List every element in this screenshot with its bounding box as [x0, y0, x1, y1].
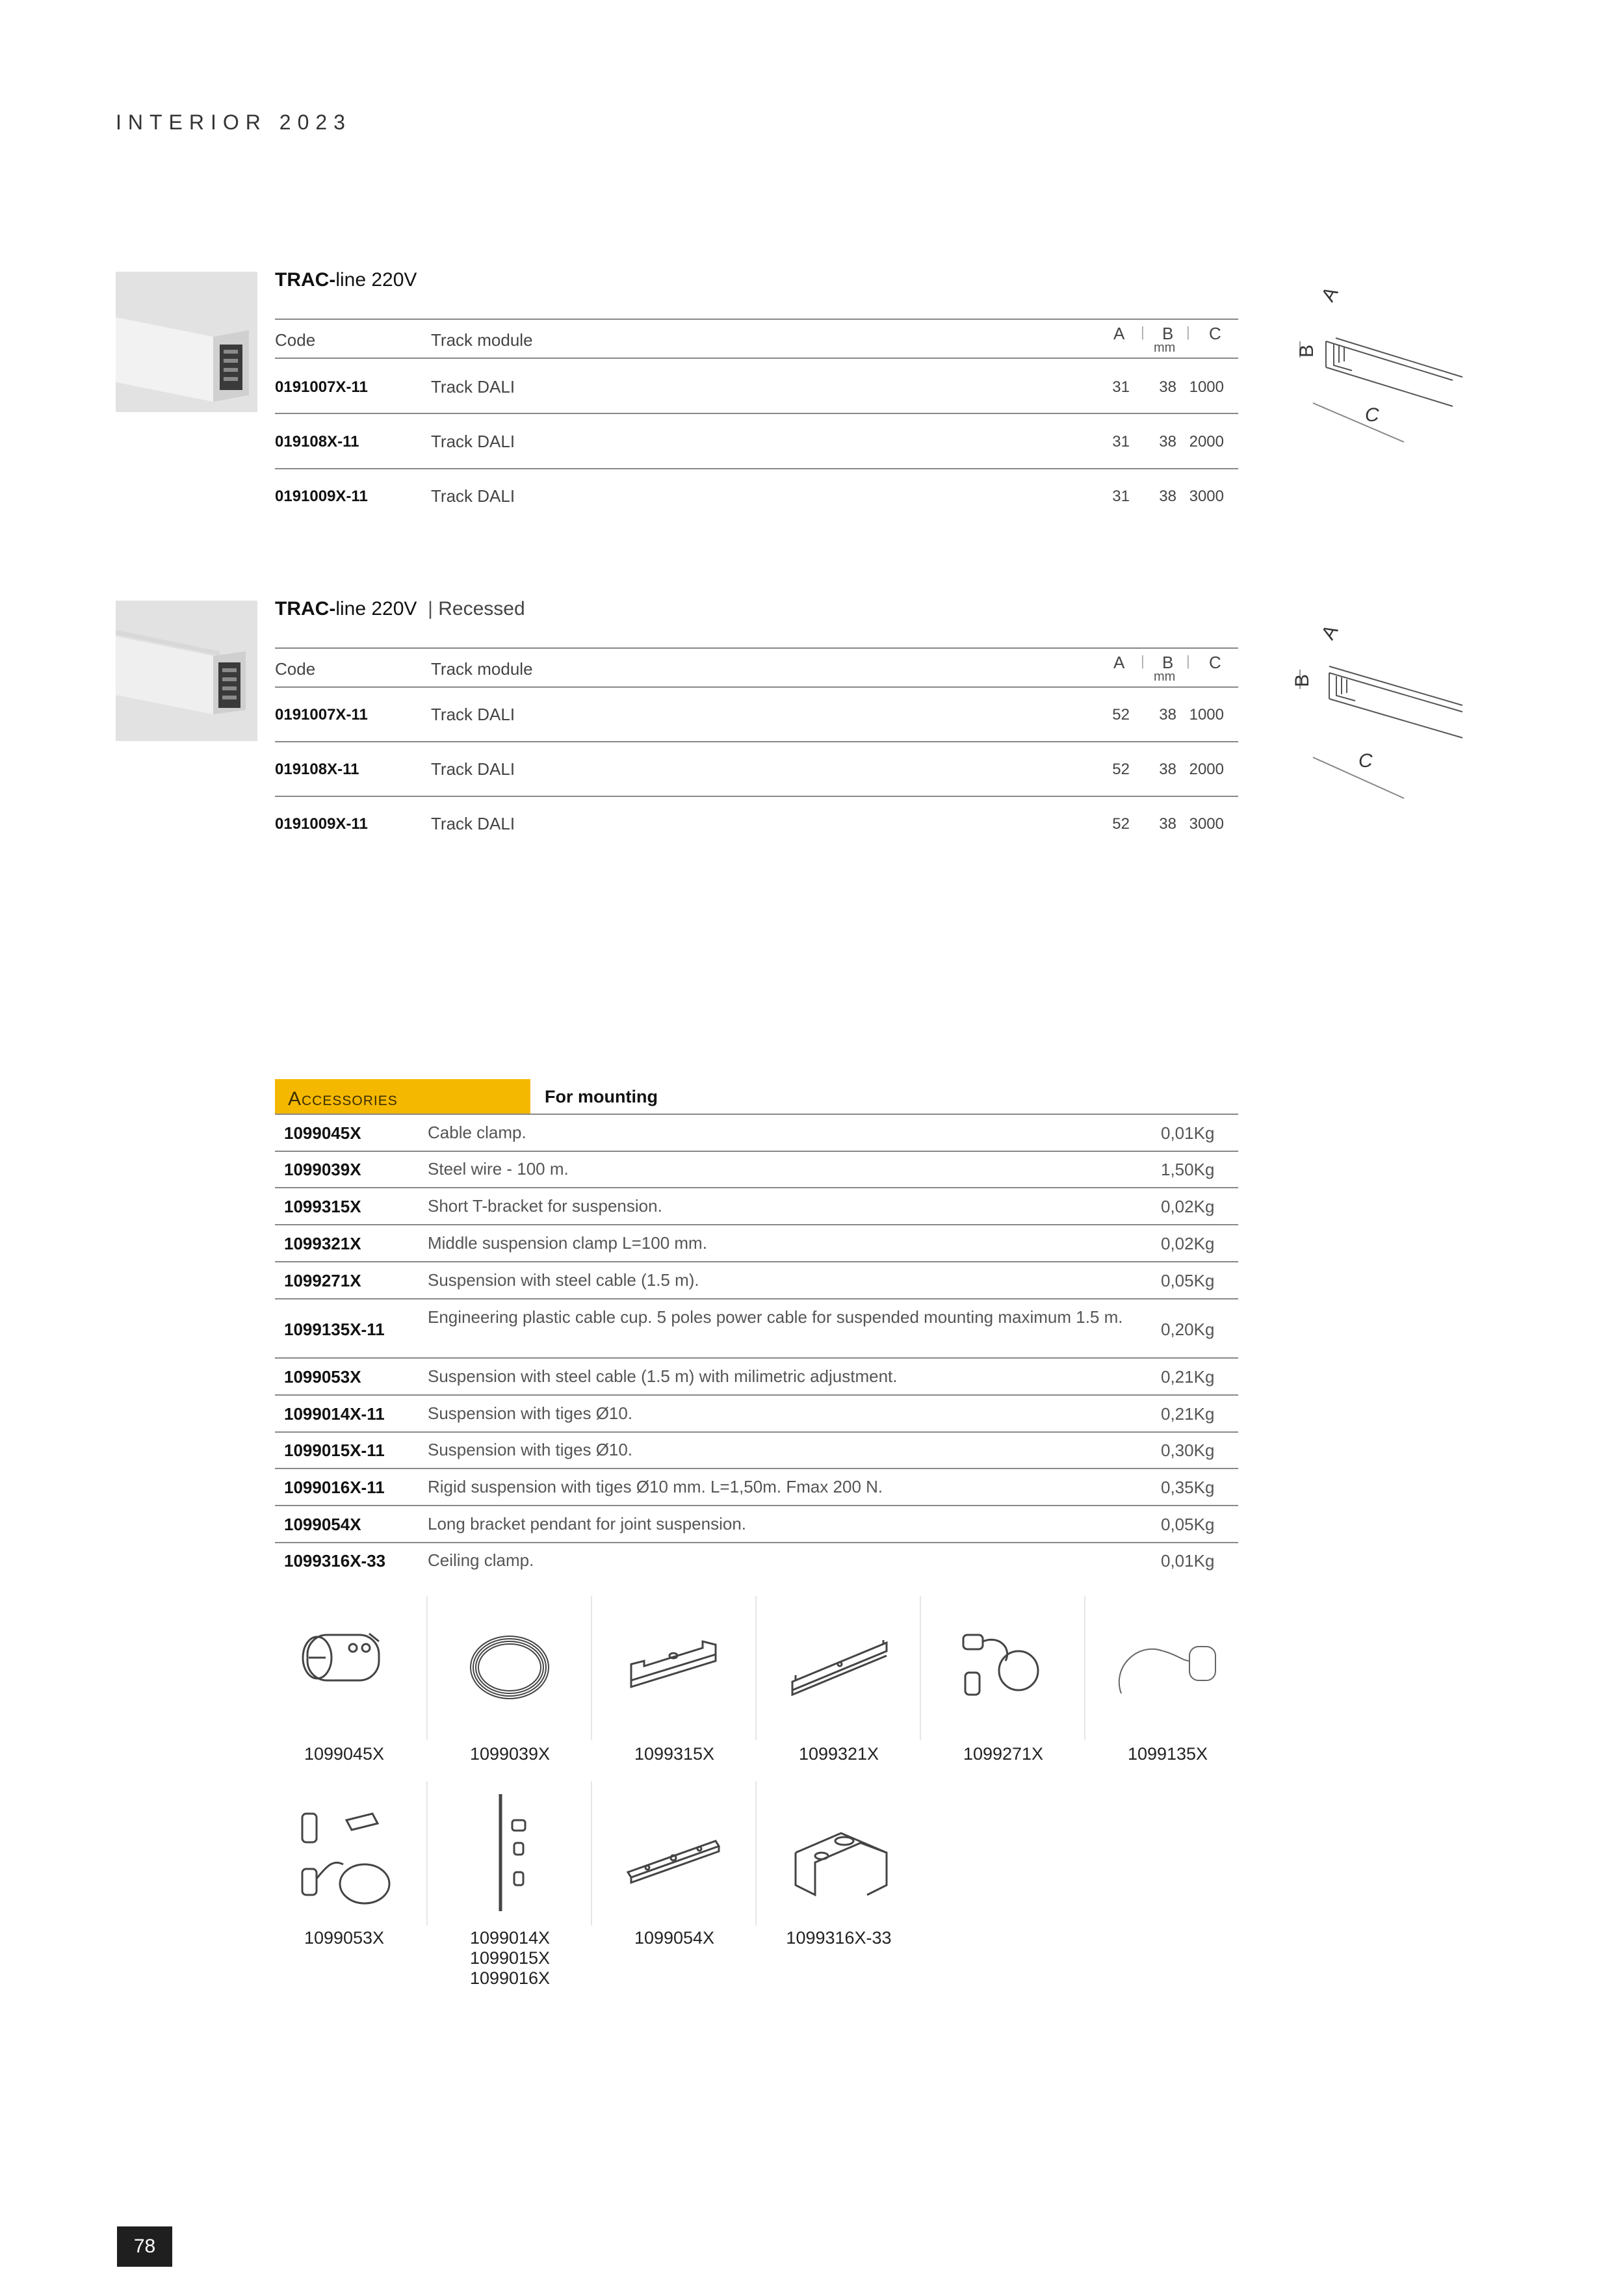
row-b: 38 [1159, 433, 1176, 450]
accessory-weight: 0,01Kg [1161, 1551, 1215, 1571]
rigid-rod-suspension-icon [428, 1781, 592, 1925]
table-rule [275, 1505, 1238, 1506]
divider: | [1186, 653, 1190, 669]
table-rule [275, 1542, 1238, 1543]
row-b: 38 [1159, 378, 1176, 396]
accessory-weight: 0,05Kg [1161, 1515, 1215, 1534]
product-title-brand: TRAC- [275, 598, 336, 620]
col-header-code: Code [275, 330, 316, 350]
ceiling-clamp-icon [757, 1781, 921, 1925]
accessory-desc: Steel wire - 100 m. [428, 1159, 569, 1179]
col-header-module: Track module [431, 330, 533, 350]
accessory-desc: Suspension with tiges Ø10. [428, 1403, 633, 1423]
table-rule [275, 1468, 1238, 1469]
accessory-code: 1099316X-33 [284, 1551, 386, 1571]
accessory-weight: 0,30Kg [1161, 1441, 1215, 1460]
table-rule [275, 1298, 1238, 1299]
table-rule [275, 1394, 1238, 1396]
accessory-weight: 0,02Kg [1161, 1234, 1215, 1253]
thumb-label: 1099039X [469, 1744, 551, 1764]
product-table [275, 319, 1238, 514]
dim-label-b: B [1296, 344, 1318, 358]
row-code: 0191009X-11 [275, 488, 368, 505]
page-number: 78 [117, 2226, 172, 2267]
product-table [275, 647, 1238, 842]
col-header-c: C [1209, 324, 1221, 343]
accessory-desc: Middle suspension clamp L=100 mm. [428, 1233, 707, 1253]
row-module: Track DALI [431, 814, 515, 833]
row-module: Track DALI [431, 377, 515, 397]
cable-cup-icon [1085, 1596, 1250, 1740]
divider: | [1141, 324, 1145, 340]
table-rule [275, 1261, 1238, 1262]
table-rule [275, 1187, 1238, 1188]
title-separator: | [422, 598, 439, 620]
thumb-label: 1099135X [1127, 1744, 1208, 1764]
table-rule [275, 1151, 1238, 1152]
accessory-code: 1099015X-11 [284, 1441, 385, 1460]
divider: | [1141, 653, 1145, 669]
row-c: 3000 [1189, 815, 1224, 833]
product-image-trac-line-recessed [116, 601, 257, 741]
cable-clamp-icon [262, 1596, 426, 1740]
accessory-desc: Long bracket pendant for joint suspension. [428, 1514, 747, 1533]
thumb-label: 1099016X [469, 1968, 551, 1988]
row-a: 31 [1112, 433, 1130, 450]
col-header-b: B [1162, 324, 1174, 343]
row-code: 019108X-11 [275, 433, 359, 450]
dim-label-a: A [1317, 283, 1343, 306]
row-a: 52 [1112, 815, 1130, 833]
row-a: 31 [1112, 488, 1130, 505]
table-rule [275, 1114, 1238, 1115]
col-header-c: C [1209, 653, 1221, 672]
accessories-tab [275, 1079, 530, 1114]
row-c: 1000 [1189, 378, 1224, 396]
row-c: 2000 [1189, 761, 1224, 778]
thumb-label: 1099271X [963, 1744, 1044, 1764]
suspension-cable-icon [921, 1596, 1085, 1740]
row-b: 38 [1159, 706, 1176, 724]
thumb-label: 1099053X [304, 1928, 385, 1948]
product-title-model: line 220V [335, 269, 417, 291]
row-a: 52 [1112, 706, 1130, 724]
adjustable-suspension-icon [262, 1781, 426, 1925]
accessory-desc: Suspension with steel cable (1.5 m). [428, 1270, 699, 1290]
accessory-weight: 0,21Kg [1161, 1367, 1215, 1387]
accessory-code: 1099135X-11 [284, 1320, 385, 1339]
steel-wire-coil-icon [428, 1596, 592, 1740]
col-header-a: A [1113, 324, 1125, 343]
accessory-code: 1099054X [284, 1515, 361, 1534]
accessory-code: 1099271X [284, 1271, 361, 1290]
accessory-weight: 0,02Kg [1161, 1197, 1215, 1216]
row-c: 1000 [1189, 706, 1224, 724]
accessory-desc: Ceiling clamp. [428, 1550, 534, 1570]
accessory-desc: Short T-bracket for suspension. [428, 1196, 662, 1216]
accessory-weight: 1,50Kg [1161, 1160, 1215, 1179]
accessory-code: 1099016X-11 [284, 1478, 385, 1497]
table-rule [275, 1431, 1238, 1433]
accessory-desc: Suspension with tiges Ø10. [428, 1440, 633, 1459]
col-header-a: A [1113, 653, 1125, 672]
dim-label-a: A [1317, 621, 1343, 644]
product-title-brand: TRAC- [275, 269, 336, 291]
row-code: 0191009X-11 [275, 815, 368, 833]
dim-label-b: B [1292, 673, 1313, 687]
accessory-desc: Rigid suspension with tiges Ø10 mm. L=1,50m. Fmax 200 N. [428, 1477, 883, 1496]
row-b: 38 [1159, 761, 1176, 778]
accessory-weight: 0,20Kg [1161, 1320, 1215, 1339]
product-title [275, 598, 525, 620]
col-header-b: B [1162, 653, 1174, 672]
row-code: 0191007X-11 [275, 378, 368, 396]
thumb-label: 1099316X-33 [786, 1928, 892, 1948]
row-module: Track DALI [431, 759, 515, 779]
row-a: 52 [1112, 761, 1130, 778]
row-module: Track DALI [431, 432, 515, 451]
thumb-label: 1099315X [634, 1744, 715, 1764]
thumb-label: 1099015X [469, 1948, 551, 1968]
product-title [275, 269, 417, 291]
dimension-diagram [1274, 618, 1469, 800]
long-bracket-icon [592, 1781, 757, 1925]
thumb-label: 1099321X [798, 1744, 879, 1764]
product-image-trac-line [116, 272, 257, 412]
row-code: 019108X-11 [275, 761, 359, 778]
accessory-code: 1099014X-11 [284, 1404, 385, 1424]
accessory-weight: 0,05Kg [1161, 1271, 1215, 1290]
unit-label: mm [1154, 341, 1176, 355]
row-b: 38 [1159, 815, 1176, 833]
dim-label-c: C [1358, 750, 1373, 772]
row-b: 38 [1159, 488, 1176, 505]
accessory-code: 1099045X [284, 1123, 361, 1143]
accessory-weight: 0,35Kg [1161, 1478, 1215, 1497]
accessory-weight: 0,01Kg [1161, 1123, 1215, 1143]
table-rule [275, 1224, 1238, 1225]
accessory-weight: 0,21Kg [1161, 1404, 1215, 1424]
short-bracket-icon [592, 1596, 757, 1740]
dimension-diagram [1274, 280, 1469, 462]
product-title-model: line 220V [335, 598, 417, 620]
middle-clamp-icon [757, 1596, 921, 1740]
section-label: For mounting [545, 1087, 658, 1106]
row-a: 31 [1112, 378, 1130, 396]
thumb-label: 1099054X [634, 1928, 715, 1948]
thumb-label: 1099014X [469, 1928, 551, 1948]
unit-label: mm [1154, 670, 1176, 684]
accessories-tab-label: Accessories [288, 1088, 398, 1110]
row-module: Track DALI [431, 486, 515, 506]
accessory-desc: Cable clamp. [428, 1123, 526, 1142]
accessory-code: 1099315X [284, 1197, 361, 1216]
accessory-desc: Suspension with steel cable (1.5 m) with milimetric adjustment. [428, 1366, 898, 1386]
row-code: 0191007X-11 [275, 706, 368, 724]
row-c: 3000 [1189, 488, 1224, 505]
product-subtitle: Recessed [438, 598, 525, 620]
row-module: Track DALI [431, 705, 515, 724]
table-rule [275, 1357, 1238, 1359]
accessory-code: 1099053X [284, 1367, 361, 1387]
row-c: 2000 [1189, 433, 1224, 450]
page-header: INTERIOR 2023 [116, 111, 352, 134]
col-header-module: Track module [431, 659, 533, 679]
accessory-code: 1099321X [284, 1234, 361, 1253]
accessory-desc: Engineering plastic cable cup. 5 poles power cable for suspended mounting maximum 1.5 m. [428, 1307, 1123, 1327]
divider: | [1186, 324, 1190, 340]
accessory-code: 1099039X [284, 1160, 361, 1179]
col-header-code: Code [275, 659, 316, 679]
thumb-label: 1099045X [304, 1744, 385, 1764]
dim-label-c: C [1365, 404, 1379, 426]
thumb-label-group [428, 1928, 592, 1989]
